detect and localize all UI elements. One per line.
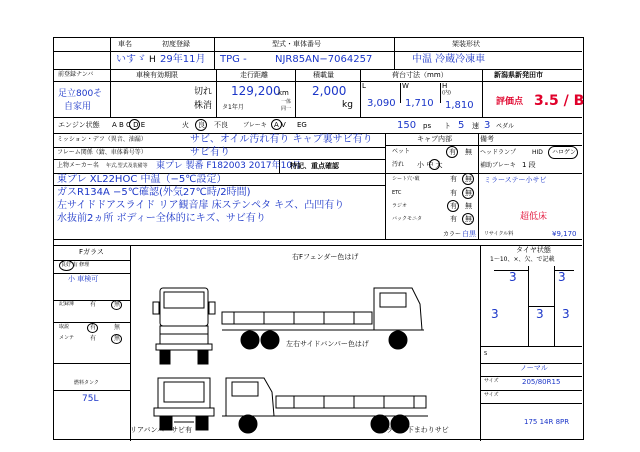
brake-label: ブレーキ xyxy=(243,122,267,129)
tire-front-left: 3 xyxy=(509,270,517,284)
bed-dimensions-label: 荷台寸法（mm） xyxy=(392,71,448,79)
seat-no-circle xyxy=(462,173,474,185)
equipment-line4: 水抜前2ヵ所 ボディー全体的にキズ、サビ有り xyxy=(57,213,266,224)
tire-rear-middle: 3 xyxy=(536,307,544,321)
note-rear-bumper: リアバンパーサビ有 xyxy=(130,426,192,434)
record-label: 記録簿 xyxy=(59,301,75,307)
capacity-unit: kg xyxy=(342,100,353,110)
venue: 新潟県新発田市 xyxy=(494,71,543,79)
engine-grades: A B C D E xyxy=(112,121,146,129)
speed-label: 速 xyxy=(472,122,479,130)
dirt-options: 小 中 大 xyxy=(417,161,443,169)
exchange-label-2: 同一 xyxy=(281,106,292,112)
glass-grade-circle xyxy=(59,260,74,271)
pedal-unit: ペダル xyxy=(496,123,515,130)
exchange-label: 一体 xyxy=(281,99,292,105)
recycle-label: リサイクル料 xyxy=(484,231,514,237)
color-label: カラー xyxy=(443,231,462,238)
dirt-label: 汚れ xyxy=(392,161,405,168)
model-number: NJR85AN−7064257 xyxy=(275,54,373,65)
height-label: H xyxy=(442,82,448,90)
frame-value: サビ有り xyxy=(190,147,230,158)
shift-label: ト xyxy=(444,122,451,130)
manual-yes: 有 xyxy=(90,324,97,331)
note-side-bumper: 左右サイドバンパー色はげ xyxy=(286,340,369,348)
seat-yes: 有 xyxy=(450,175,457,183)
equipment-line1: 東プレ XL22HOC 中温（−5℃設定） xyxy=(57,174,227,185)
tire-s-label: S xyxy=(484,351,488,357)
maker-value: いすゞ xyxy=(116,54,146,65)
fuel-tank-label: 燃料タンク xyxy=(74,380,99,386)
inspection-expired: 切れ xyxy=(194,87,213,97)
frame-label: フレーム関係（錆、車体番号等） xyxy=(57,149,147,156)
mirror-note: ミラーステー小サビ xyxy=(484,176,547,184)
glass-grades: 良好 有 修理 xyxy=(61,262,90,268)
radio-yes-circle xyxy=(447,200,459,212)
tire-rear-right: 3 xyxy=(562,307,570,321)
note-muffler: マフラー、下まわりサビ xyxy=(372,426,449,434)
mount-type-label: 年式,型式及装備等 xyxy=(106,163,148,169)
height-inner-label: (内) xyxy=(442,90,451,96)
manual-yes-circle xyxy=(87,323,98,333)
brake-grade: A V xyxy=(274,121,286,129)
first-registration-value: 29年11月 xyxy=(160,54,206,65)
cab-interior-title: キャブ内部 xyxy=(417,135,452,143)
maintenance-no: 無 xyxy=(114,335,121,342)
maintenance-no-circle xyxy=(111,334,122,344)
plate-line1: 足立800そ xyxy=(58,89,103,99)
width-label: W xyxy=(402,82,409,90)
bed-no: 無 xyxy=(465,148,472,156)
seat-label: シート穴･破 xyxy=(392,176,420,182)
engine-grade-circle xyxy=(129,119,140,130)
manual-no: 無 xyxy=(114,324,121,331)
bed-yes-circle xyxy=(446,146,458,158)
equipment-line2: ガスR134A −5℃確認(外気27℃時/2時間) xyxy=(57,187,251,198)
tire-type: ノーマル xyxy=(520,364,548,372)
mount-maker-label: 上物メーカー名 xyxy=(57,162,99,169)
aux-brake-label: 補助ブレーキ xyxy=(480,162,516,169)
tire-size-label: サイズ xyxy=(484,378,499,384)
model-label: 型式・車体番号 xyxy=(272,40,321,48)
tire-legend: 1〜10、×、欠、で記載 xyxy=(490,256,555,263)
hid-option: HID xyxy=(532,149,543,156)
width-value: 1,710 xyxy=(405,98,434,109)
halogen-option: ハロゲン xyxy=(552,149,576,156)
plate-line2: 自家用 xyxy=(64,102,92,112)
notes-label: 特記、重点確認 xyxy=(290,162,339,170)
note-right-fender: 右Fフェンダー色はげ xyxy=(292,253,359,261)
manual-label: 取説 xyxy=(59,324,70,330)
pedal-value: 3 xyxy=(484,120,491,131)
record-yes: 有 xyxy=(90,301,97,308)
etc-no-circle xyxy=(462,187,474,199)
radio-yes: 有 xyxy=(450,202,457,210)
mileage-value: 129,200 xyxy=(231,84,281,98)
back-monitor-label: バックモニタ xyxy=(392,216,423,222)
fire-label: 火 xyxy=(182,121,189,129)
engine-label: エンジン状態 xyxy=(58,121,100,129)
maker-label: 車名 xyxy=(118,40,132,48)
tire-size-label-2: サイズ xyxy=(484,392,499,398)
tire-title: タイヤ状態 xyxy=(516,246,551,254)
body-type-label: 架装形状 xyxy=(452,40,480,48)
inspection-status: 小 車検可 xyxy=(68,275,99,283)
bed-yes: 有 xyxy=(449,148,456,156)
score-value: 3.5 / B xyxy=(534,93,585,109)
fuel-tank-value: 75L xyxy=(82,394,99,404)
auction-sheet xyxy=(53,37,584,440)
mileage-label: 走行距離 xyxy=(240,71,268,79)
tire-rear-size: 175 14R 8PR xyxy=(524,418,570,426)
maintenance-yes: 有 xyxy=(90,335,97,342)
era-value: H xyxy=(149,55,156,65)
plate-label: 前登録ナンバ xyxy=(58,71,94,78)
color-value: 白黒 xyxy=(462,230,476,238)
record-no: 無 xyxy=(114,301,121,308)
headlamp-label: ヘッドランプ xyxy=(480,149,517,156)
etc-no: 無 xyxy=(465,189,472,197)
maintenance-label: メンテ xyxy=(59,335,75,341)
mount-value: 東プレ 製番 F182003 2017年10月 xyxy=(156,161,302,171)
horsepower-unit: ps xyxy=(423,122,432,130)
eg-label: EG xyxy=(297,121,307,129)
brake-grade-circle xyxy=(271,119,282,130)
tire-front-size: 205/80R15 xyxy=(522,378,561,386)
aux-brake-value: 1 段 xyxy=(522,161,536,169)
mileage-unit: km xyxy=(278,89,289,97)
body-type-value: 中温 冷蔵冷凍車 xyxy=(412,54,486,65)
low-floor-note: 超低床 xyxy=(520,212,548,222)
first-registration-label: 初度登録 xyxy=(162,40,190,48)
model-prefix: TPG - xyxy=(220,54,247,65)
shift-value: 5 xyxy=(458,120,465,131)
length-value: 3,090 xyxy=(367,98,396,109)
truck-front-view xyxy=(153,288,215,364)
record-no-circle xyxy=(111,300,122,310)
truck-rear-view xyxy=(154,378,214,430)
fire-good-circle xyxy=(195,119,207,131)
inspection-label: 車検有効期限 xyxy=(136,71,178,79)
recycle-value: ¥9,170 xyxy=(552,230,577,238)
glass-label: Fガラス xyxy=(79,248,104,256)
remarks-title: 備考 xyxy=(480,135,494,143)
tire-rear-left: 3 xyxy=(491,307,499,321)
etc-yes: 有 xyxy=(450,189,457,197)
mission-label: ミッション・デフ（異音、油漏） xyxy=(57,136,147,143)
bed-label: ベット xyxy=(392,148,411,155)
halogen-circle xyxy=(548,146,578,159)
equipment-line3: 左サイドドアスライド リア観音扉 床ステンペタ キズ、凸凹有り xyxy=(57,200,345,211)
horsepower: 150 xyxy=(397,120,417,131)
jitsu-label: 株消 xyxy=(194,101,213,111)
back-monitor-no: 無 xyxy=(465,215,472,223)
mission-value: サビ、オイル汚れ有り キャブ裏サビ有り xyxy=(190,134,373,145)
length-label: L xyxy=(362,82,366,90)
dirt-grade-circle xyxy=(429,159,440,170)
back-monitor-no-circle xyxy=(462,213,474,225)
height-value: 1,810 xyxy=(445,100,474,111)
seat-no: 無 xyxy=(465,175,472,183)
truck-left-side-view xyxy=(222,378,428,433)
score-label: 評価点 xyxy=(496,97,524,107)
capacity-label: 積載量 xyxy=(313,71,334,79)
fire-good: 良 xyxy=(198,121,205,129)
since-label: タ1年月 xyxy=(222,104,244,111)
tire-front-right: 3 xyxy=(558,270,566,284)
back-monitor-yes: 有 xyxy=(450,215,457,223)
radio-no: 無 xyxy=(465,202,472,210)
etc-label: ETC xyxy=(392,190,402,196)
radio-label: ラジオ xyxy=(392,203,408,209)
capacity-value: 2,000 xyxy=(312,84,347,98)
fire-bad: 不良 xyxy=(214,121,228,129)
